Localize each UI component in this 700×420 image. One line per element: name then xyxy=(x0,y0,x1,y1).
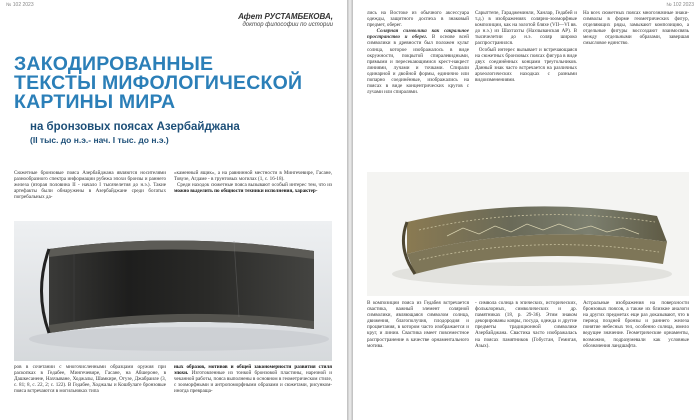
paragraph: Сарыттепе, Гараджеминли, Ханлар, Гедабей и т.д.) в изображениях солярно-зооморфные композиции, как на золотой бляхе (VII—VI вв. до н.э.) из Шахтахты (Нахчыванская АР). В тысячелетии до н.э. соляр широко распространился. xyxy=(475,10,577,47)
paragraph: Среди находок сюжетные пояса вызывают особый интерес тем, что из xyxy=(177,182,332,189)
paragraph: В основе всей символики в древности был положен культ солнца, которое изображалось в виде окружности, покрытой спиралевидными, прямыми и пересекающимися крест-накрест линиями, лучами и точками. Спирали одинарной и двойной формы, единично или попарно соединённые, изображались на поясах в виде концентрических кругов с лучами или спиралями. xyxy=(367,34,469,96)
right-page xyxy=(353,0,700,420)
article-dates: (II тыс. до н.э.- нач. I тыс. до н.э.) xyxy=(30,135,169,145)
page-number: № 102 2023 xyxy=(6,2,34,8)
article-subtitle: на бронзовых поясах Азербайджана xyxy=(30,121,240,133)
text-column xyxy=(367,10,469,172)
left-page xyxy=(0,0,347,420)
article-title xyxy=(14,55,334,112)
section-heading: Солярная символика как сакральное пространство и оберег. xyxy=(367,28,469,41)
text-column: В композиции пояса из Гедабея встречается свастика, важный элемент солярной символики, являющаяся символом солнца, движения, благополучия, плодородия и процветания, в котором часто изображается и круг, и линии. Свастика имеет повсеместное распространение в качестве орнаментального мотива. xyxy=(367,300,469,349)
author-block xyxy=(238,12,333,28)
title-line: ТЕКСТЫ МИФОЛОГИЧЕСКОЙ xyxy=(14,72,303,94)
text-column: Астральные изображения на поверхности бронзовых поясов, а также их близкие аналоги на других предметах еще раз доказывают, что в период поздней бронзы и раннего железа понятие небесных тел, особенно солнца, имело ведущее значение. Геометрические орнаменты, возможно, подразумевали как условные обозначения ландшафта. xyxy=(583,300,689,349)
title-line: КАРТИНЫ МИРА xyxy=(14,91,176,113)
paragraph: «каменный ящик», а на равнинной местности в Мингечевире, Гасане, Товузе, Агдаме - в грунтовых могилах (1, с. 16-18). xyxy=(174,170,332,183)
paragraph: Особый интерес вызывает и встречающаяся на сюжетных бронзовых поясах фигура в виде двух соединённых концами треугольников. Данный знак часто встречается на различных археологических находках с разными видоизменениями. xyxy=(475,46,577,84)
text-column: Сюжетные бронзовые пояса Азербайджана являются носителями разнообразного спектра информации рубежа эпохи бронзы и раннего железа (вторая половина II - начало I тысячелетия до н.э.). Такие артефакты были обнаружены в Азербайджане среди богатых погребальных да- xyxy=(14,170,166,201)
text-column: ров в сочетании с многочисленными образцами оружия при раскопках в Гедабее, Мингечевире, Гасане, на Абшероне, в Дашкесаненe, Нахчыване, Ходжалы, Шамкире, Огузе, Джабраиле (3, с. 81; 8, с. 22, 2; с. 122). В Гедабее, Ходжалы и Кошбулаге бронзовые пояса встречаются в могильниках типа xyxy=(14,364,166,395)
page-number: № 102 2023 xyxy=(666,2,694,8)
bold-text: можно выделить по общности техники исполнения, характер- xyxy=(174,188,318,195)
bold-text: ных образов, мотивов и общей закономерности развития стиля эпохи. xyxy=(174,364,332,377)
title-line: ЗАКОДИРОВАННЫЕ xyxy=(14,53,214,75)
text-column xyxy=(174,170,332,224)
text-column xyxy=(475,10,577,172)
paragraph: Изготовленные из тонкой бронзовой пластины, нарезной и чеканной работы, пояса выполнены в основном в геометрическом стиле, с зооморфными и антропоморфными образами и сюжетами, рисунком-иногда превраща- xyxy=(174,370,332,395)
paragraph: лись на Востоке из обычного аксессуара одежды, защитного доспеха в знаковый предмет, оберег. xyxy=(367,10,469,29)
author-name: Афет РУСТАМБЕКОВА, xyxy=(238,12,333,21)
text-column xyxy=(174,364,332,418)
text-column: - символа солнца в эпических, исторических, фольклорных, символических и др. памятниках (18, p. 29-36). Этим знаком декорированы ковры, посуда, одежда и другие предметы традиционной символике Азербайджана. Свастика часто изображалась на поясах памятников (Гобустан, Гемигая, Азых). xyxy=(475,300,577,349)
text-column: На всех сюжетных поясах многозначные знаки-символы в форме геометрических фигур, отделяющих ряды, замыкают композицию, а отдельные фигуры воссоздают взаимосвязь между отдельными образами, завершая смысловое единство. xyxy=(583,10,689,47)
bronze-belt-photo xyxy=(14,221,332,361)
author-position: доктор философии по истории xyxy=(242,22,333,28)
ornamented-belt-photo xyxy=(367,172,689,296)
